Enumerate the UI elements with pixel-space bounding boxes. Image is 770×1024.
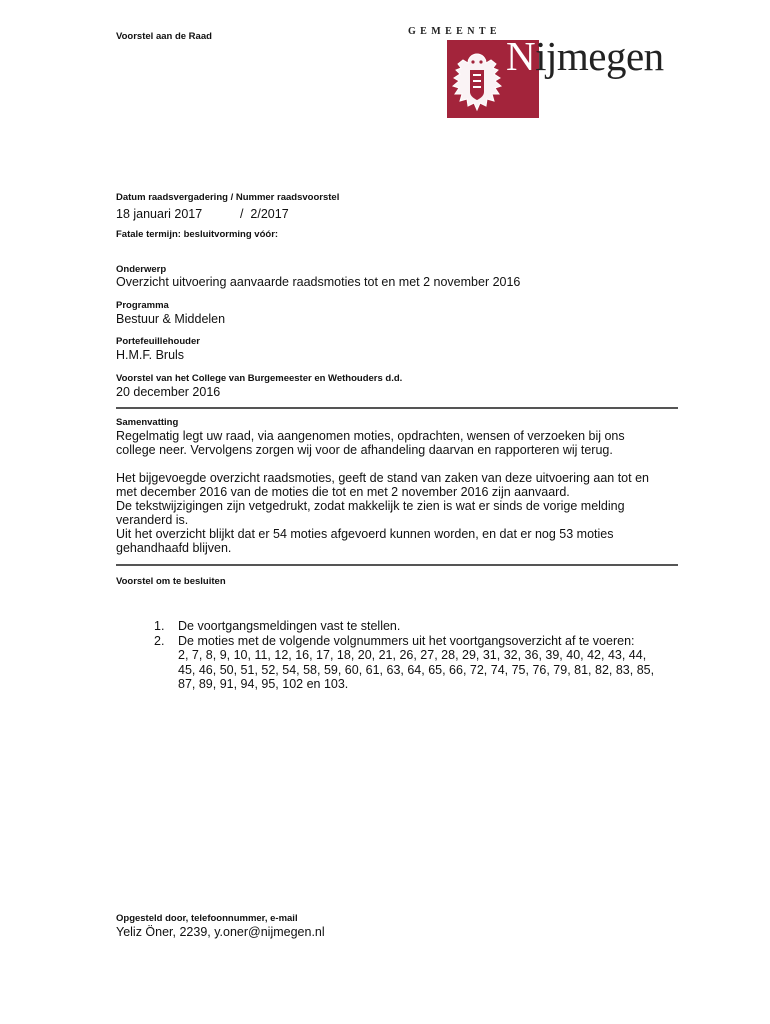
decision-label: Voorstel om te besluiten xyxy=(116,576,226,587)
program-value: Bestuur & Middelen xyxy=(116,312,226,326)
decision-list xyxy=(154,619,674,692)
summary-line: Regelmatig legt uw raad, via aangenomen moties, opdrachten, wensen of verzoeken bij ons xyxy=(116,429,625,443)
subject-label: Onderwerp xyxy=(116,264,167,275)
summary-line: gehandhaafd blijven. xyxy=(116,541,232,555)
summary-line: veranderd is. xyxy=(116,513,189,527)
summary-line: college neer. Vervolgens zorgen wij voor de afhandeling daarvan en rapporteren wij terug. xyxy=(116,443,613,457)
proposal-date: 20 december 2016 xyxy=(116,385,221,399)
portfolio-label: Portefeuillehouder xyxy=(116,336,200,347)
summary-line: De tekstwijzigingen zijn vetgedrukt, zodat makkelijk te zien is wat er sinds de vorige melding xyxy=(116,499,625,513)
deadline-label: Fatale termijn: besluitvorming vóór: xyxy=(116,229,279,240)
summary-line: met december 2016 van de moties die tot en met 2 november 2016 zijn aanvaard. xyxy=(116,485,570,499)
decision-item-number: 1. xyxy=(154,619,165,633)
divider-top xyxy=(116,407,678,409)
decision-item-number: 2. xyxy=(154,633,165,648)
portfolio-value: H.M.F. Bruls xyxy=(116,348,185,362)
crest-icon xyxy=(448,48,506,116)
proposal-number: / 2/2017 xyxy=(240,207,289,221)
meeting-label: Datum raadsvergadering / Nummer raadsvoorstel xyxy=(116,192,340,203)
decision-item xyxy=(154,619,674,634)
logo-nijmegen-wordmark: Nijmegen xyxy=(506,33,664,79)
document-type: Voorstel aan de Raad xyxy=(116,31,212,42)
summary-label: Samenvatting xyxy=(116,417,179,428)
program-label: Programma xyxy=(116,300,169,311)
summary-text xyxy=(116,429,686,555)
decision-item xyxy=(154,634,674,692)
decision-item-text: De voortgangsmeldingen vast te stellen. xyxy=(178,619,401,633)
meeting-date: 18 januari 2017 xyxy=(116,207,203,221)
author-label: Opgesteld door, telefoonnummer, e-mail xyxy=(116,913,298,924)
decision-item-text: De moties met de volgende volgnummers uit het voortgangsoverzicht af te voeren: xyxy=(178,633,635,648)
summary-line: Uit het overzicht blijkt dat er 54 moties afgevoerd kunnen worden, en dat er nog 53 moties xyxy=(116,527,614,541)
author-contact: Yeliz Öner, 2239, y.oner@nijmegen.nl xyxy=(116,925,325,939)
motion-numbers-line: 2, 7, 8, 9, 10, 11, 12, 16, 17, 18, 20, 21, 26, 27, 28, 29, 31, 32, 36, 39, 40, 42, 43, 44, xyxy=(178,648,647,662)
subject-value: Overzicht uitvoering aanvaarde raadsmoties tot en met 2 november 2016 xyxy=(116,275,521,289)
divider-bottom xyxy=(116,564,678,566)
motion-numbers-line: 45, 46, 50, 51, 52, 54, 58, 59, 60, 61, 63, 64, 65, 66, 72, 74, 75, 76, 79, 81, 82, 83, 85, xyxy=(178,662,655,677)
proposal-label: Voorstel van het College van Burgemeester en Wethouders d.d. xyxy=(116,373,403,384)
summary-line: Het bijgevoegde overzicht raadsmoties, geeft de stand van zaken van deze uitvoering aan tot en xyxy=(116,471,649,485)
logo-gemeente-text: GEMEENTE xyxy=(408,26,501,37)
motion-numbers-line: 87, 89, 91, 94, 95, 102 en 103. xyxy=(178,677,349,691)
